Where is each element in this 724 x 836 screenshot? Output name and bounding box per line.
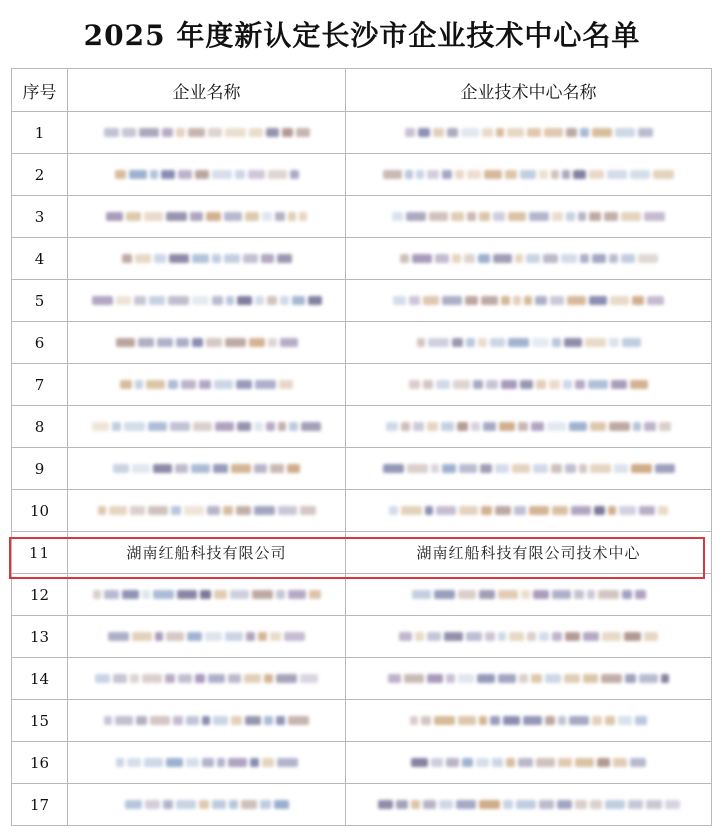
table-row <box>12 406 712 448</box>
company-name-cell <box>68 406 346 448</box>
redacted-text <box>346 170 711 179</box>
table-row <box>12 700 712 742</box>
redacted-text <box>346 338 711 347</box>
serial-number-cell: 12 <box>12 574 68 616</box>
tech-center-name-cell <box>346 322 712 364</box>
redacted-text <box>346 506 711 515</box>
tech-center-name-cell <box>346 742 712 784</box>
company-name-cell <box>68 490 346 532</box>
table-row <box>12 490 712 532</box>
redacted-text <box>68 758 345 767</box>
redacted-text <box>346 380 711 389</box>
table-row <box>12 448 712 490</box>
serial-number-cell: 10 <box>12 490 68 532</box>
company-name-cell <box>68 742 346 784</box>
company-name-cell <box>68 616 346 658</box>
company-name-cell <box>68 574 346 616</box>
header-serial-number: 序号 <box>12 69 68 112</box>
serial-number-cell: 3 <box>12 196 68 238</box>
tech-center-name-cell <box>346 616 712 658</box>
redacted-text <box>346 632 711 641</box>
tech-center-name-cell <box>346 574 712 616</box>
serial-number-cell: 1 <box>12 112 68 154</box>
company-name-cell <box>68 196 346 238</box>
redacted-text <box>68 380 345 389</box>
redacted-text <box>68 506 345 515</box>
table-header-row <box>12 69 712 112</box>
redacted-text <box>68 338 345 347</box>
company-name-cell <box>68 700 346 742</box>
serial-number-cell: 13 <box>12 616 68 658</box>
company-name-cell <box>68 448 346 490</box>
redacted-text <box>68 716 345 725</box>
redacted-text <box>346 674 711 683</box>
redacted-text <box>68 674 345 683</box>
tech-center-name-cell <box>346 406 712 448</box>
table-row <box>12 784 712 826</box>
tech-center-name-cell <box>346 700 712 742</box>
redacted-text <box>346 590 711 599</box>
redacted-text <box>346 464 711 473</box>
redacted-text <box>68 212 345 221</box>
company-name-cell <box>68 112 346 154</box>
serial-number-cell: 5 <box>12 280 68 322</box>
serial-number-cell: 9 <box>12 448 68 490</box>
serial-number-cell: 8 <box>12 406 68 448</box>
tech-center-name-cell <box>346 112 712 154</box>
company-name-cell <box>68 364 346 406</box>
serial-number-cell: 4 <box>12 238 68 280</box>
company-name-cell <box>68 238 346 280</box>
company-name-cell <box>68 280 346 322</box>
table-row <box>12 322 712 364</box>
page-title: 2025 年度新认定长沙市企业技术中心名单 <box>83 19 641 52</box>
table-row <box>12 742 712 784</box>
serial-number-cell: 2 <box>12 154 68 196</box>
redacted-text <box>68 464 345 473</box>
table-row <box>12 112 712 154</box>
tech-center-name-cell: 湖南红船科技有限公司技术中心 <box>346 532 712 574</box>
tech-center-name-cell <box>346 448 712 490</box>
table-row <box>12 364 712 406</box>
redacted-text <box>68 170 345 179</box>
table-row <box>12 658 712 700</box>
header-tech-center-name: 企业技术中心名称 <box>346 69 712 112</box>
redacted-text <box>68 422 345 431</box>
company-name-cell <box>68 658 346 700</box>
serial-number-cell: 17 <box>12 784 68 826</box>
tech-center-name-cell <box>346 280 712 322</box>
redacted-text <box>346 296 711 305</box>
table-row <box>12 196 712 238</box>
tech-center-name-cell <box>346 658 712 700</box>
serial-number-cell: 15 <box>12 700 68 742</box>
redacted-text <box>346 422 711 431</box>
table-row <box>12 280 712 322</box>
serial-number-cell: 11 <box>12 532 68 574</box>
redacted-text <box>346 212 711 221</box>
tech-center-name-cell <box>346 784 712 826</box>
company-name-cell: 湖南红船科技有限公司 <box>68 532 346 574</box>
serial-number-cell: 14 <box>12 658 68 700</box>
company-name-cell <box>68 322 346 364</box>
table-body <box>12 112 712 826</box>
tech-center-name-cell <box>346 490 712 532</box>
serial-number-cell: 7 <box>12 364 68 406</box>
header-company-name: 企业名称 <box>68 69 346 112</box>
redacted-text <box>346 716 711 725</box>
redacted-text <box>346 800 711 809</box>
redacted-text <box>68 800 345 809</box>
redacted-text <box>346 254 711 263</box>
tech-center-name-cell <box>346 154 712 196</box>
redacted-text <box>68 590 345 599</box>
company-name-cell <box>68 784 346 826</box>
serial-number-cell: 6 <box>12 322 68 364</box>
redacted-text <box>68 254 345 263</box>
redacted-text <box>68 128 345 137</box>
redacted-text <box>346 128 711 137</box>
table-row <box>12 616 712 658</box>
table-row <box>12 532 712 574</box>
tech-center-name-cell <box>346 364 712 406</box>
redacted-text <box>68 632 345 641</box>
redacted-text <box>68 296 345 305</box>
table-row <box>12 238 712 280</box>
tech-center-name-cell <box>346 196 712 238</box>
redacted-text <box>346 758 711 767</box>
company-name-cell <box>68 154 346 196</box>
serial-number-cell: 16 <box>12 742 68 784</box>
enterprise-tech-center-table <box>11 68 712 826</box>
tech-center-name-cell <box>346 238 712 280</box>
table-row <box>12 154 712 196</box>
table-row <box>12 574 712 616</box>
